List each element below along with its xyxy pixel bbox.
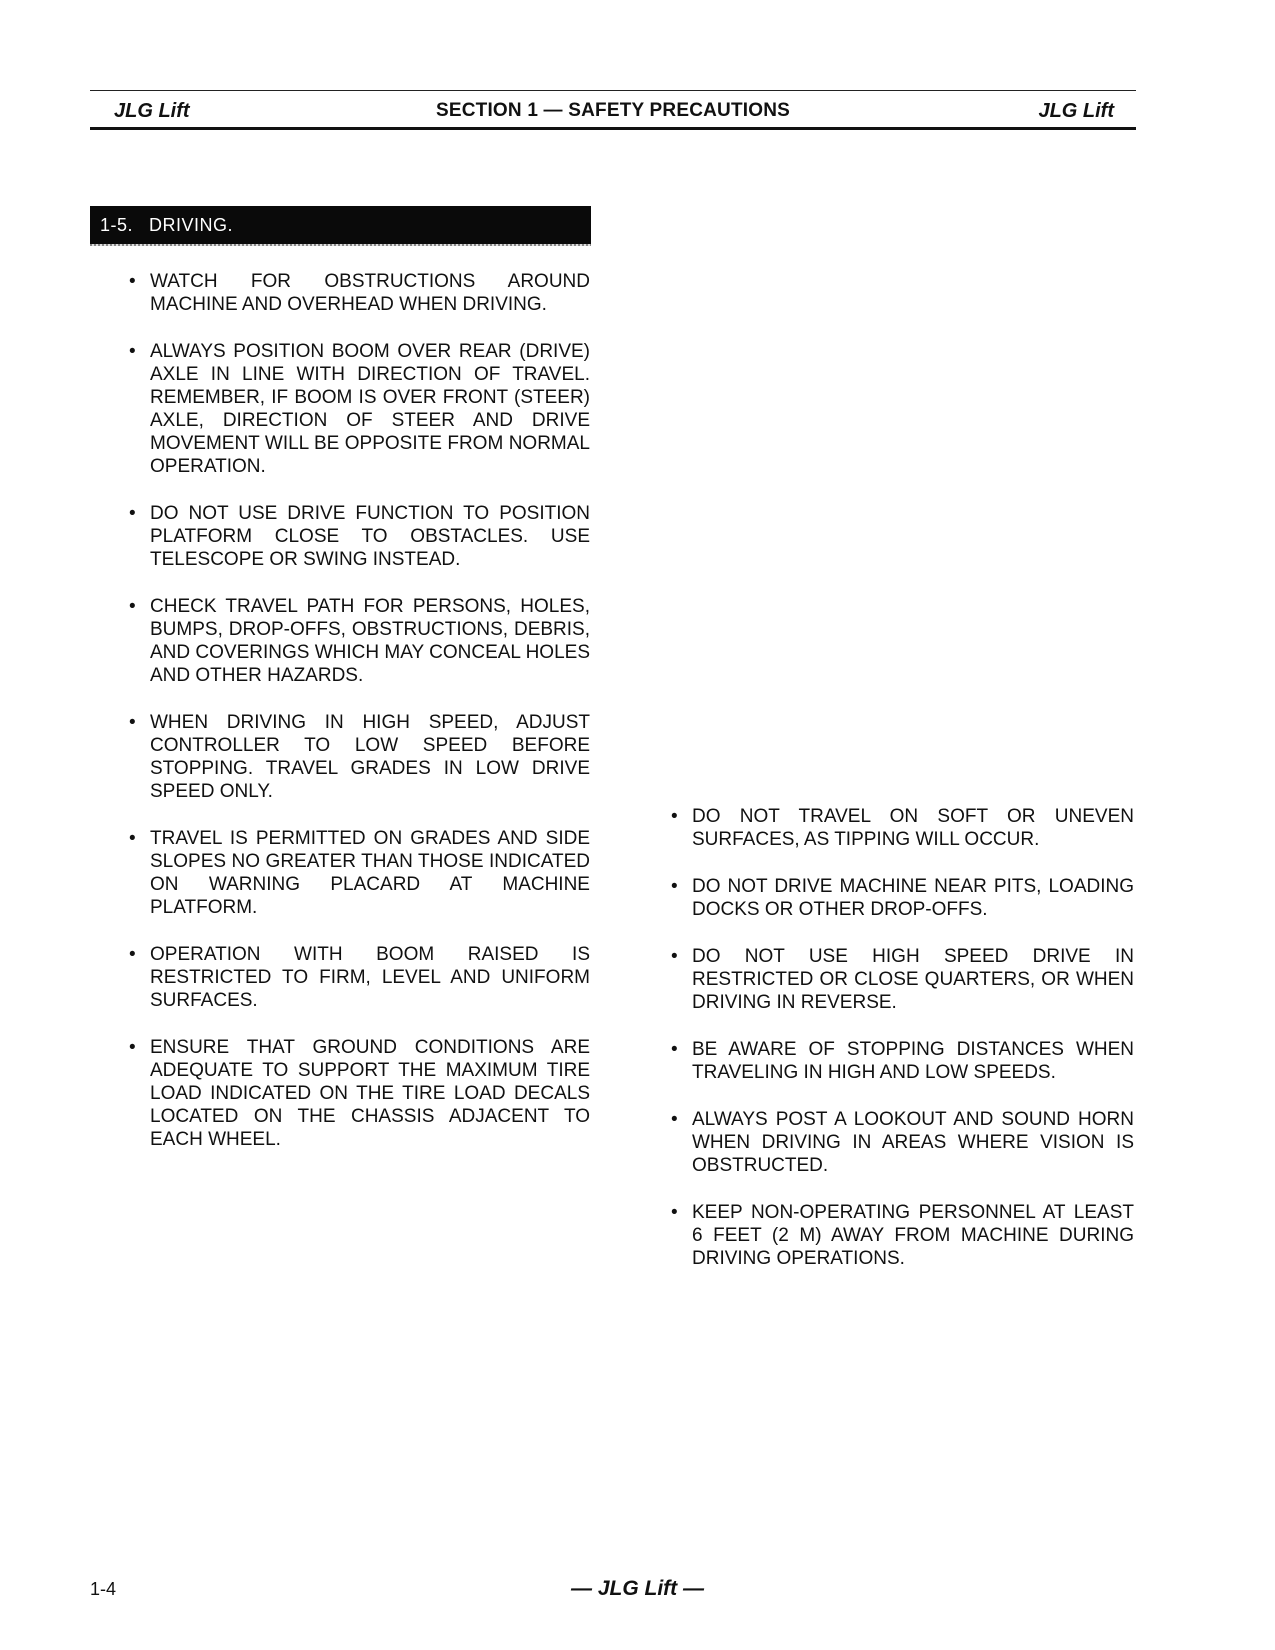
list-item-text: TRAVEL IS PERMITTED ON GRADES AND SIDE SLOPES NO GREATER THAN THOSE INDICATED ON WARNING PLACARD AT MACHINE PLATFORM. — [150, 828, 590, 918]
header-brand-right: JLG Lift — [1038, 100, 1114, 122]
list-item — [666, 1038, 1134, 1084]
list-item — [666, 1108, 1134, 1177]
list-item-text: DO NOT USE HIGH SPEED DRIVE IN RESTRICTED OR CLOSE QUARTERS, OR WHEN DRIVING IN REVERSE. — [692, 946, 1134, 1013]
list-item-text: BE AWARE OF STOPPING DISTANCES WHEN TRAVELING IN HIGH AND LOW SPEEDS. — [692, 1039, 1134, 1083]
bullet-icon: • — [671, 1039, 678, 1060]
list-item — [666, 875, 1134, 921]
list-item — [124, 1036, 590, 1151]
list-item — [124, 270, 590, 316]
section-title: DRIVING. — [149, 215, 234, 235]
page-header — [90, 90, 1136, 130]
list-item-text: WATCH FOR OBSTRUCTIONS AROUND MACHINE AND OVERHEAD WHEN DRIVING. — [150, 271, 590, 315]
bullet-icon: • — [671, 1202, 678, 1223]
bullet-icon: • — [671, 806, 678, 827]
section-number: 1-5. — [100, 215, 134, 235]
list-item-text: KEEP NON-OPERATING PERSONNEL AT LEAST 6 FEET (2 M) AWAY FROM MACHINE DURING DRIVING OPERATIONS. — [692, 1202, 1134, 1269]
list-item — [666, 805, 1134, 851]
bullet-icon: • — [129, 596, 136, 617]
header-section-title: SECTION 1 — SAFETY PRECAUTIONS — [435, 100, 791, 121]
section-heading-underline — [90, 244, 591, 246]
list-item — [666, 945, 1134, 1014]
list-item — [124, 502, 590, 571]
footer-brand: — JLG Lift — — [571, 1577, 704, 1600]
list-item-text: CHECK TRAVEL PATH FOR PERSONS, HOLES, BUMPS, DROP-OFFS, OBSTRUCTIONS, DEBRIS, AND COVERINGS WHICH MAY CONCEAL HOLES AND OTHER HAZARDS. — [150, 596, 590, 686]
list-item — [124, 340, 590, 478]
list-item-text: OPERATION WITH BOOM RAISED IS RESTRICTED TO FIRM, LEVEL AND UNIFORM SURFACES. — [150, 944, 590, 1011]
list-item-text: ALWAYS POST A LOOKOUT AND SOUND HORN WHEN DRIVING IN AREAS WHERE VISION IS OBSTRUCTED. — [692, 1109, 1134, 1176]
list-item — [666, 1201, 1134, 1270]
list-item — [124, 711, 590, 803]
bullet-icon: • — [129, 712, 136, 733]
list-item-text: ALWAYS POSITION BOOM OVER REAR (DRIVE) AXLE IN LINE WITH DIRECTION OF TRAVEL. REMEMBER, IF BOOM IS OVER FRONT (STEER) AXLE, DIRECTION OF STEER AND DRIVE MOVEMENT WILL BE OPPOSITE FROM NORMAL OPERATION. — [150, 341, 590, 477]
bullet-icon: • — [129, 828, 136, 849]
bullet-icon: • — [671, 946, 678, 967]
page-number: 1-4 — [90, 1579, 117, 1599]
list-item — [124, 827, 590, 919]
bullet-icon: • — [129, 944, 136, 965]
list-item — [124, 595, 590, 687]
right-bullet-list — [666, 805, 1134, 1294]
bullet-icon: • — [129, 1037, 136, 1058]
list-item-text: WHEN DRIVING IN HIGH SPEED, ADJUST CONTROLLER TO LOW SPEED BEFORE STOPPING. TRAVEL GRADES IN LOW DRIVE SPEED ONLY. — [150, 712, 590, 802]
list-item — [124, 943, 590, 1012]
left-bullet-list — [124, 270, 590, 1175]
list-item-text: ENSURE THAT GROUND CONDITIONS ARE ADEQUATE TO SUPPORT THE MAXIMUM TIRE LOAD INDICATED ON THE TIRE LOAD DECALS LOCATED ON THE CHASSIS ADJACENT TO EACH WHEEL. — [150, 1037, 590, 1150]
bullet-icon: • — [671, 876, 678, 897]
list-item-text: DO NOT USE DRIVE FUNCTION TO POSITION PLATFORM CLOSE TO OBSTACLES. USE TELESCOPE OR SWING INSTEAD. — [150, 503, 590, 570]
bullet-icon: • — [129, 341, 136, 362]
list-item-text: DO NOT TRAVEL ON SOFT OR UNEVEN SURFACES, AS TIPPING WILL OCCUR. — [692, 806, 1134, 850]
bullet-icon: • — [671, 1109, 678, 1130]
section-heading — [90, 206, 591, 244]
bullet-icon: • — [129, 271, 136, 292]
bullet-icon: • — [129, 503, 136, 524]
list-item-text: DO NOT DRIVE MACHINE NEAR PITS, LOADING DOCKS OR OTHER DROP-OFFS. — [692, 876, 1134, 920]
header-brand-left: JLG Lift — [114, 100, 190, 122]
